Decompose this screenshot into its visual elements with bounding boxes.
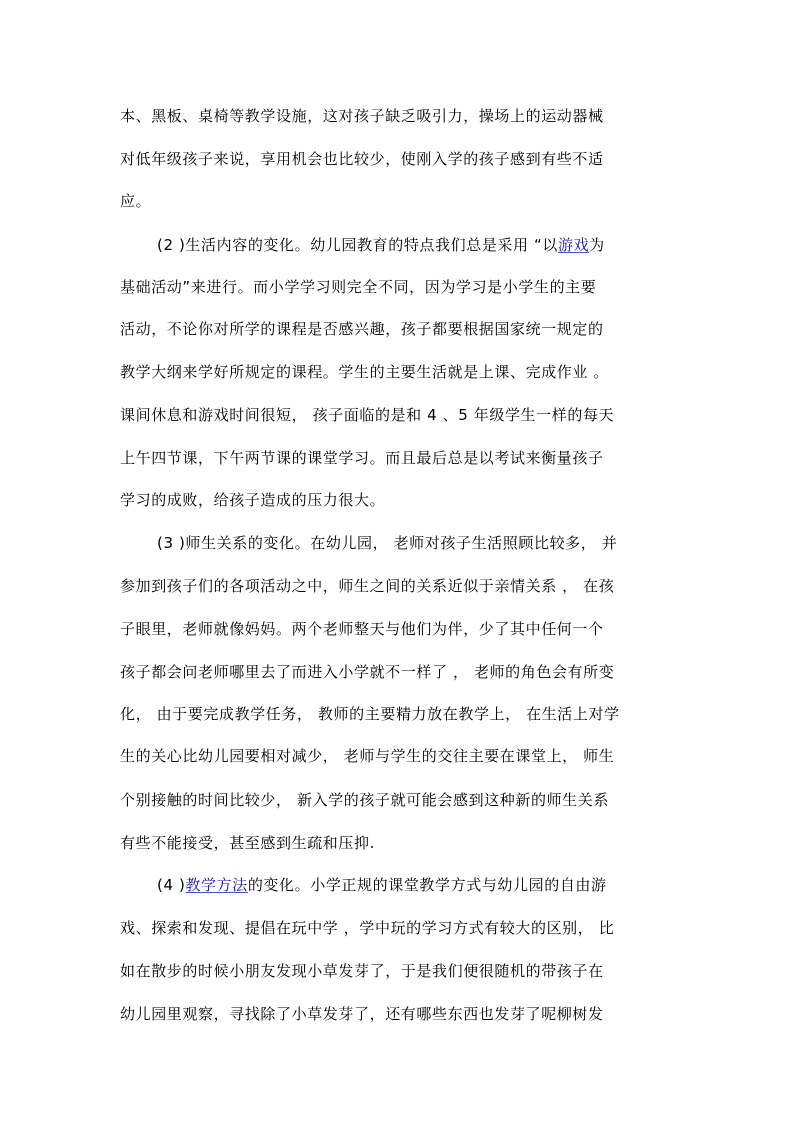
text-line — [120, 619, 604, 639]
text-segment: 子眼里，老师就像妈妈。两个老师整天与他们为伴，少了其中任何一个 — [120, 620, 604, 638]
text-line — [120, 1004, 604, 1024]
text-line — [120, 405, 614, 425]
text-line — [120, 319, 604, 339]
text-segment: 有些不能接受，甚至感到生疏和压抑. — [120, 834, 375, 852]
text-segment: 应。 — [120, 192, 152, 210]
hyperlink[interactable]: 教学方法 — [185, 876, 248, 894]
text-segment: 戏、探索和发现、提倡在玩中学 ，学中玩的学习方式有较大的区别， 比 — [120, 919, 615, 937]
text-line — [120, 961, 604, 981]
text-segment: (3 )师生关系的变化。在幼儿园， 老师对孩子生活照顾比较多， 并 — [157, 534, 618, 552]
text-line — [120, 277, 596, 297]
text-line — [120, 746, 614, 766]
text-segment: 孩子都会问老师哪里去了而进入小学就不一样了 ， 老师的角色会有所变 — [120, 663, 615, 681]
text-line — [120, 362, 609, 382]
text-line — [120, 704, 620, 724]
text-line — [157, 533, 617, 553]
text-segment: 对低年级孩子来说，享用机会也比较少，使刚入学的孩子感到有些不适 — [120, 150, 604, 168]
text-line — [120, 790, 609, 810]
text-line — [120, 662, 614, 682]
text-segment: (2 )生活内容的变化。幼儿园教育的特点我们总是采用 “以 — [157, 236, 558, 254]
text-line — [120, 833, 375, 853]
text-line — [120, 490, 385, 510]
text-segment: 的变化。小学正规的课堂教学方式与幼儿园的自由游 — [247, 876, 607, 894]
text-line — [120, 918, 614, 938]
text-segment: (4 ) — [157, 876, 186, 894]
text-segment: 上午四节课，下午两节课的课堂学习。而且最后总是以考试来衡量孩子 — [120, 449, 604, 467]
text-line — [120, 149, 604, 169]
text-segment: 教学大纲来学好所规定的课程。学生的主要生活就是上课、完成作业 。 — [120, 363, 609, 381]
text-segment: 如在散步的时候小朋友发现小草发芽了，于是我们便很随机的带孩子在 — [120, 962, 604, 980]
text-line — [120, 191, 151, 211]
text-segment: 参加到孩子们的各项活动之中，师生之间的关系近似于亲情关系 ， 在孩 — [120, 577, 615, 595]
text-line — [120, 576, 614, 596]
text-segment: 学习的成败，给孩子造成的压力很大。 — [120, 491, 386, 509]
text-line — [120, 106, 604, 126]
text-segment: 幼儿园里观察，寻找除了小草发芽了，还有哪些东西也发芽了呢柳树发 — [120, 1005, 604, 1023]
text-segment: 个别接触的时间比较少， 新入学的孩子就可能会感到这种新的师生关系 — [120, 791, 609, 809]
text-segment: 化， 由于要完成教学任务， 教师的主要精力放在教学上， 在生活上对学 — [120, 705, 620, 723]
text-line — [157, 875, 607, 895]
text-line — [157, 235, 605, 255]
text-segment: 活动，不论你对所学的课程是否感兴趣，孩子都要根据国家统一规定的 — [120, 320, 604, 338]
text-segment: 基础活动”来进行。而小学学习则完全不同，因为学习是小学生的主要 — [120, 278, 597, 296]
text-line — [120, 448, 604, 468]
hyperlink[interactable]: 游戏 — [557, 236, 590, 254]
text-segment: 本、黑板、桌椅等教学设施，这对孩子缺乏吸引力，操场上的运动器械 — [120, 107, 604, 125]
text-segment: 课间休息和游戏时间很短， 孩子面临的是和 4 、5 年级学生一样的每天 — [120, 406, 615, 424]
text-segment: 为 — [589, 236, 605, 254]
text-segment: 生的关心比幼儿园要相对减少， 老师与学生的交往主要在课堂上， 师生 — [120, 747, 615, 765]
